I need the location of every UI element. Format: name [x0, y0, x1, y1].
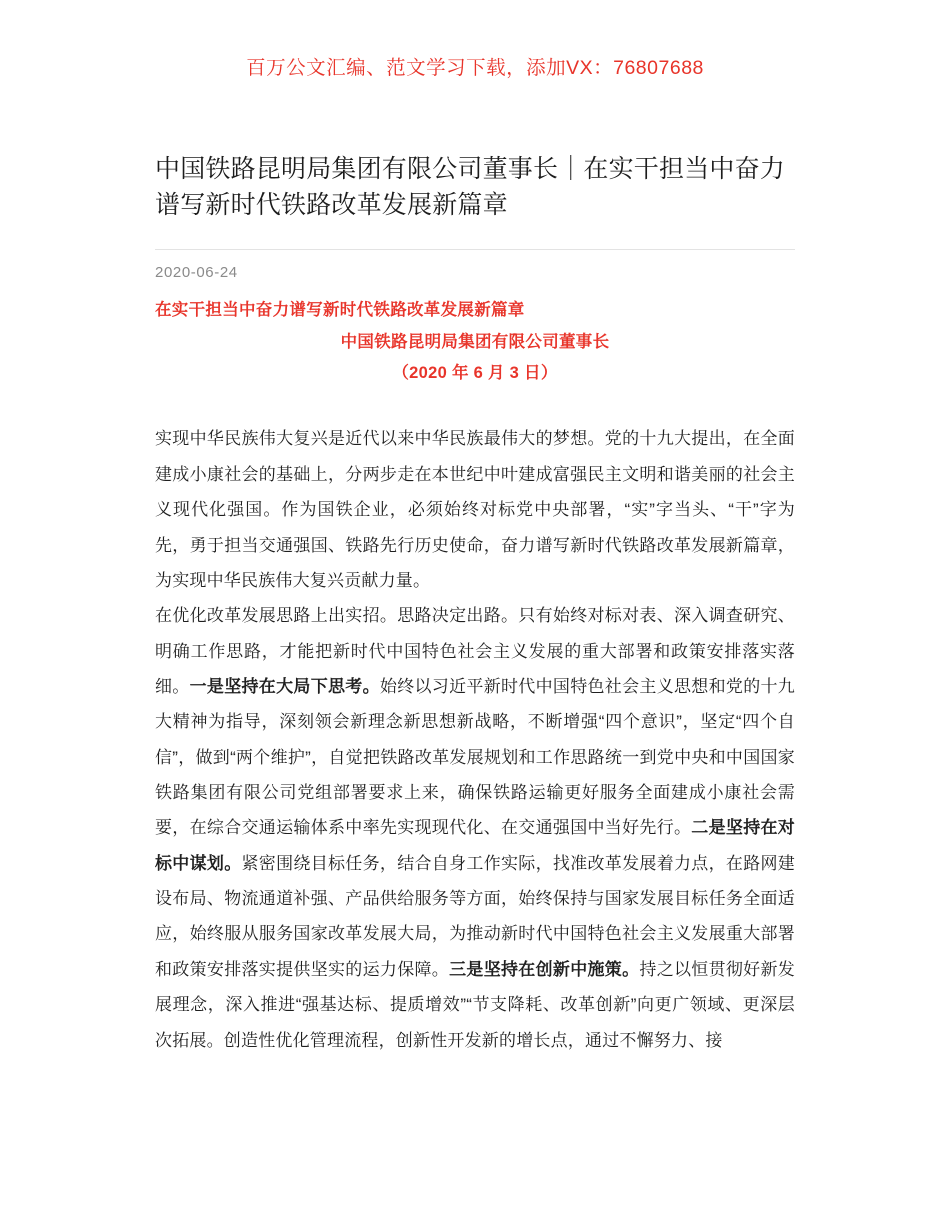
paragraph	[155, 421, 795, 598]
paragraph-run: 实现中华民族伟大复兴是近代以来中华民族最伟大的梦想。党的十九大提出，在全面建成小康社会的基础上，分两步走在本世纪中叶建成富强民主文明和谐美丽的社会主义现代化强国。作为国铁企业，必须始终对标党中央部署，“实”字当头、“干”字为先，勇于担当交通强国、铁路先行历史使命，奋力谱写新时代铁路改革发展新篇章，为实现中华民族伟大复兴贡献力量。	[155, 429, 795, 590]
paragraph-run: 紧密围绕目标任务，结合自身工作实际，找准改革发展着力点，在路网建设布局、物流通道补强、产品供给服务等方面，始终保持与国家发展目标任务全面适应，始终服从服务国家改革发展大局，为推动新时代中国特色社会主义发展重大部署和政策安排落实提供坚实的运力保障。	[155, 853, 795, 979]
paragraph	[155, 598, 795, 1058]
page-bottom-spacer	[155, 1058, 795, 1178]
page-title: 中国铁路昆明局集团有限公司董事长｜在实干担当中奋力谱写新时代铁路改革发展新篇章	[155, 155, 786, 219]
title-divider	[155, 249, 795, 250]
promo-banner: 百万公文汇编、范文学习下载，添加VX：76807688	[246, 57, 704, 79]
paragraph-bold-run: 一是坚持在大局下思考。	[189, 676, 380, 696]
paragraph-bold-run: 二是坚持在对标中谋划。	[155, 818, 795, 873]
article-author-heading: 中国铁路昆明局集团有限公司董事长	[340, 332, 610, 351]
article-container	[155, 80, 795, 1178]
article-body	[155, 421, 795, 1057]
paragraph-run: 始终以习近平新时代中国特色社会主义思想和党的十九大精神为指导，深刻领会新理念新思想新战略，不断增强“四个意识”，坚定“四个自信”，做到“两个维护”，自觉把铁路改革发展规划和工作思路统一到党中央和中国国家铁路集团有限公司党组部署要求上来，确保铁路运输更好服务全面建成小康社会需要，在综合交通运输体系中率先实现现代化、在交通强国中当好先行。	[155, 676, 795, 838]
paragraph-bold-run: 三是坚持在创新中施策。	[449, 959, 640, 979]
paragraph-run: 在优化改革发展思路上出实招。思路决定出路。只有始终对标对表、深入调查研究、明确工作思路，才能把新时代中国特色社会主义发展的重大部署和政策安排落实落细。	[155, 606, 795, 696]
publish-date: 2020-06-24	[155, 264, 238, 282]
paragraph-run: 持之以恒贯彻好新发展理念，深入推进“强基达标、提质增效”“节支降耗、改革创新”向更广领域、更深层次拓展。创造性优化管理流程，创新性开发新的增长点，通过不懈努力、接	[155, 959, 795, 1050]
article-subject-heading: 在实干担当中奋力谱写新时代铁路改革发展新篇章	[155, 301, 525, 320]
article-date-heading: （2020 年 6 月 3 日）	[392, 364, 558, 383]
